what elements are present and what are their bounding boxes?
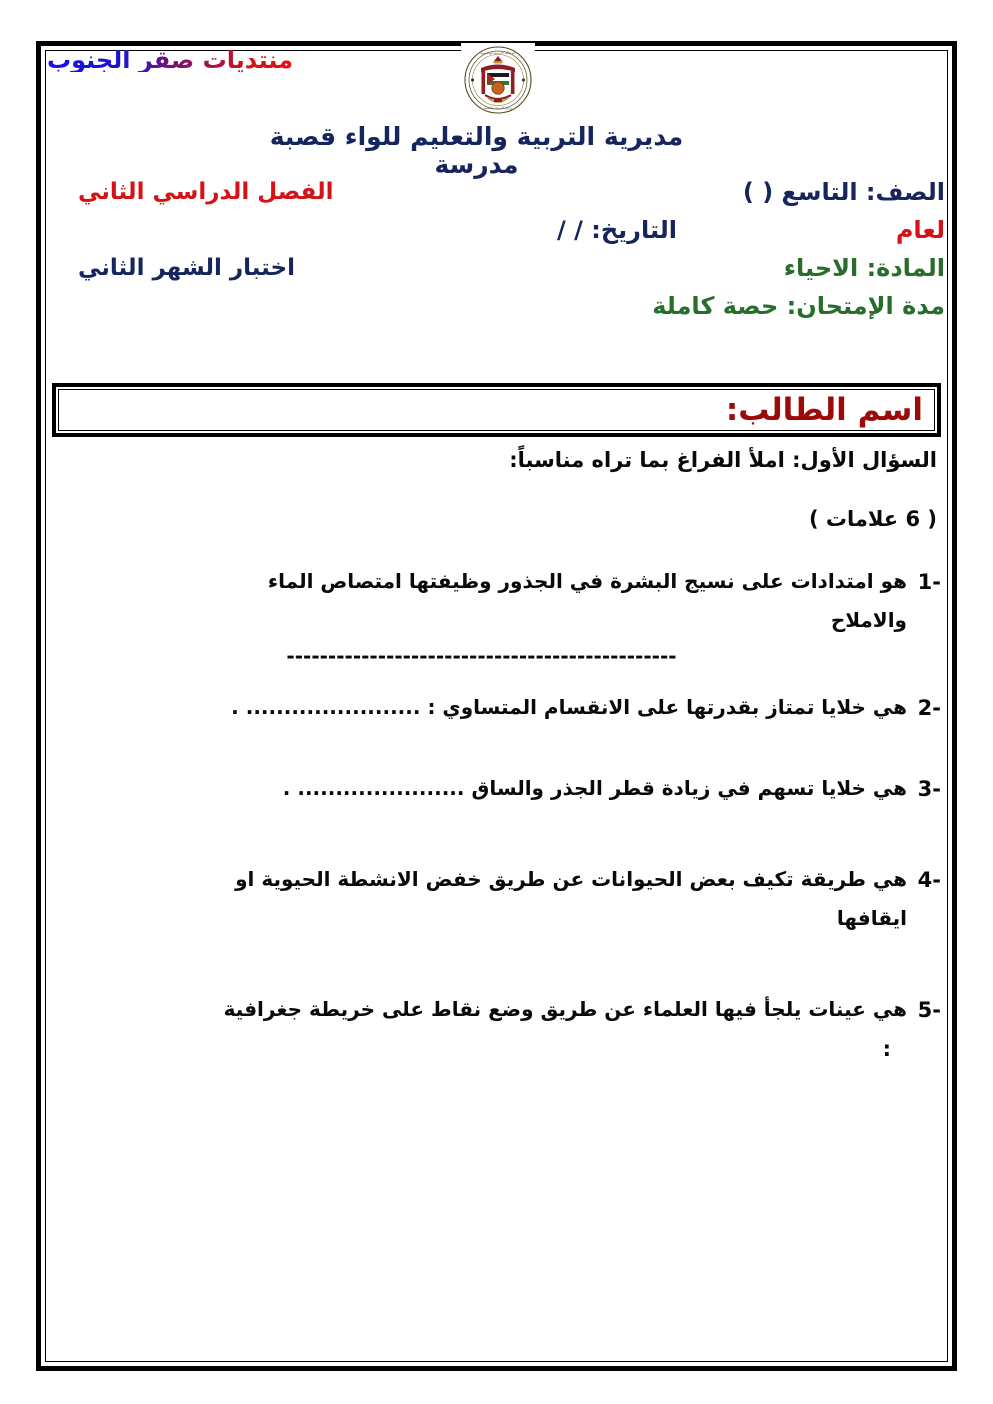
- question-text: هي عينات يلجأ فيها العلماء عن طريق وضع نقاط على خريطة جغرافية: [223, 997, 907, 1022]
- grade-label: الصف: التاسع ( ): [742, 178, 945, 206]
- question-number: 1-: [917, 570, 941, 595]
- question-number: 5-: [917, 998, 941, 1023]
- duration-label: مدة الإمتحان: حصة كاملة: [652, 292, 945, 320]
- question-number: 2-: [917, 696, 941, 721]
- exam-header: [48, 124, 945, 332]
- question-text-cont: والاملاح: [830, 608, 907, 633]
- header-row-date: [48, 218, 945, 256]
- svg-text:وزارة التربية والتعليم: وزارة التربية والتعليم: [483, 106, 513, 110]
- header-row-grade: [48, 180, 945, 218]
- year-label: لعام: [895, 216, 945, 244]
- student-name-label: اسم الطالب:: [725, 392, 923, 428]
- svg-text:المملكة الأردنية الهاشمية: المملكة الأردنية الهاشمية: [480, 51, 516, 55]
- question-section-title: السؤال الأول: املأ الفراغ بما تراه مناسباً:: [509, 448, 937, 472]
- answer-dash-line[interactable]: -----------------------------------------------: [286, 644, 677, 669]
- question-number: 3-: [917, 777, 941, 802]
- question-text-cont: ايقافها: [836, 906, 907, 931]
- question-item: [52, 990, 941, 1070]
- question-text: هو امتدادات على نسيج البشرة في الجذور وظيفتها امتصاص الماء: [267, 569, 907, 594]
- header-row-duration: [48, 294, 945, 332]
- question-section-marks: ( 6 علامات ): [808, 507, 937, 532]
- directorate-title: مديرية التربية والتعليم للواء قصبة: [269, 122, 684, 151]
- exam-title-label: اختبار الشهر الثاني: [78, 255, 295, 281]
- subject-label: المادة: الاحياء: [783, 254, 945, 282]
- question-number: 4-: [917, 868, 941, 893]
- question-section: [52, 448, 941, 1070]
- question-text: هي خلايا تمتاز بقدرتها على الانقسام المتساوي : ....................... .: [231, 695, 907, 720]
- school-title: مدرسة: [434, 149, 519, 179]
- question-item: [52, 769, 941, 808]
- question-text: هي خلايا تسهم في زيادة قطر الجذر والساق ...................... .: [282, 776, 907, 801]
- header-row-subject: [48, 256, 945, 294]
- forum-watermark: منتديات صقر الجنوب: [47, 46, 294, 74]
- question-item: [52, 688, 941, 727]
- question-item: [52, 860, 941, 938]
- student-name-box[interactable]: [52, 383, 941, 437]
- term-label: الفصل الدراسي الثاني: [78, 179, 334, 205]
- jordan-coat-of-arms-icon: [461, 43, 535, 117]
- date-field: التاريخ: / /: [556, 216, 677, 244]
- question-text: هي طريقة تكيف بعض الحيوانات عن طريق خفض الانشطة الحيوية او: [235, 867, 907, 892]
- question-text-cont: :: [882, 1037, 891, 1062]
- question-item: [52, 562, 941, 640]
